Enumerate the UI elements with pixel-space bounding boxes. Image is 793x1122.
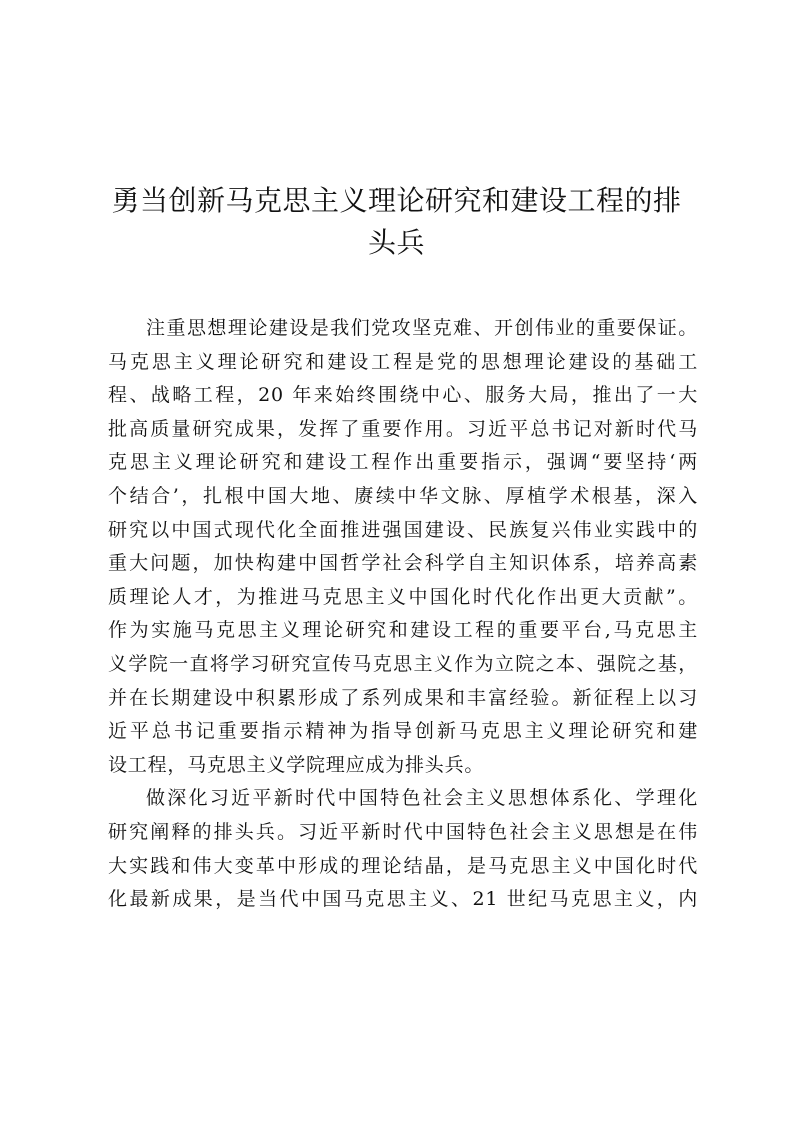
paragraph-line: 克思主义理论研究和建设工程作出重要指示，强调“要坚持‘两 — [108, 451, 698, 474]
paragraph — [108, 782, 698, 916]
paragraph-line: 批高质量研究成果，发挥了重要作用。习近平总书记对新时代马 — [108, 417, 698, 440]
title-line: 勇当创新马克思主义理论研究和建设工程的排 — [111, 184, 682, 217]
paragraph-line: 近平总书记重要指示精神为指导创新马克思主义理论研究和建 — [108, 720, 698, 743]
paragraph-line: 做深化习近平新时代中国特色社会主义思想体系化、学理化 — [146, 787, 698, 810]
paragraph-line: 注重思想理论建设是我们党攻坚克难、开创伟业的重要保证。 — [146, 317, 698, 339]
paragraph-line: 马克思主义理论研究和建设工程是党的思想理论建设的基础工 — [108, 350, 698, 373]
document-body — [108, 312, 698, 917]
paragraph-line: 研究以中国式现代化全面推进强国建设、民族复兴伟业实践中的 — [108, 518, 698, 541]
paragraph-line: 作为实施马克思主义理论研究和建设工程的重要平台,马克思主 — [108, 619, 698, 642]
paragraph-line: 程、战略工程，20 年来始终围绕中心、服务大局，推出了一大 — [108, 384, 698, 407]
paragraph-line: 研究阐释的排头兵。习近平新时代中国特色社会主义思想是在伟 — [108, 820, 698, 843]
title-line: 头兵 — [367, 226, 425, 259]
document-title — [100, 180, 693, 264]
paragraph-line: 设工程，马克思主义学院理应成为排头兵。 — [108, 753, 485, 776]
paragraph-line: 并在长期建设中积累形成了系列成果和丰富经验。新征程上以习 — [108, 686, 698, 709]
paragraph-line: 质理论人才，为推进马克思主义中国化时代化作出更大贡献”。 — [108, 585, 698, 608]
paragraph-line: 大实践和伟大变革中形成的理论结晶，是马克思主义中国化时代 — [108, 854, 698, 877]
paragraph-line: 重大问题，加快构建中国哲学社会科学自主知识体系，培养高素 — [108, 552, 698, 575]
paragraph-line: 义学院一直将学习研究宣传马克思主义作为立院之本、强院之基， — [108, 652, 698, 675]
paragraph — [108, 312, 698, 782]
paragraph-line: 个结合’，扎根中国大地、赓续中华文脉、厚植学术根基，深入 — [108, 484, 698, 507]
paragraph-line: 化最新成果，是当代中国马克思主义、21 世纪马克思主义，内 — [108, 888, 698, 911]
